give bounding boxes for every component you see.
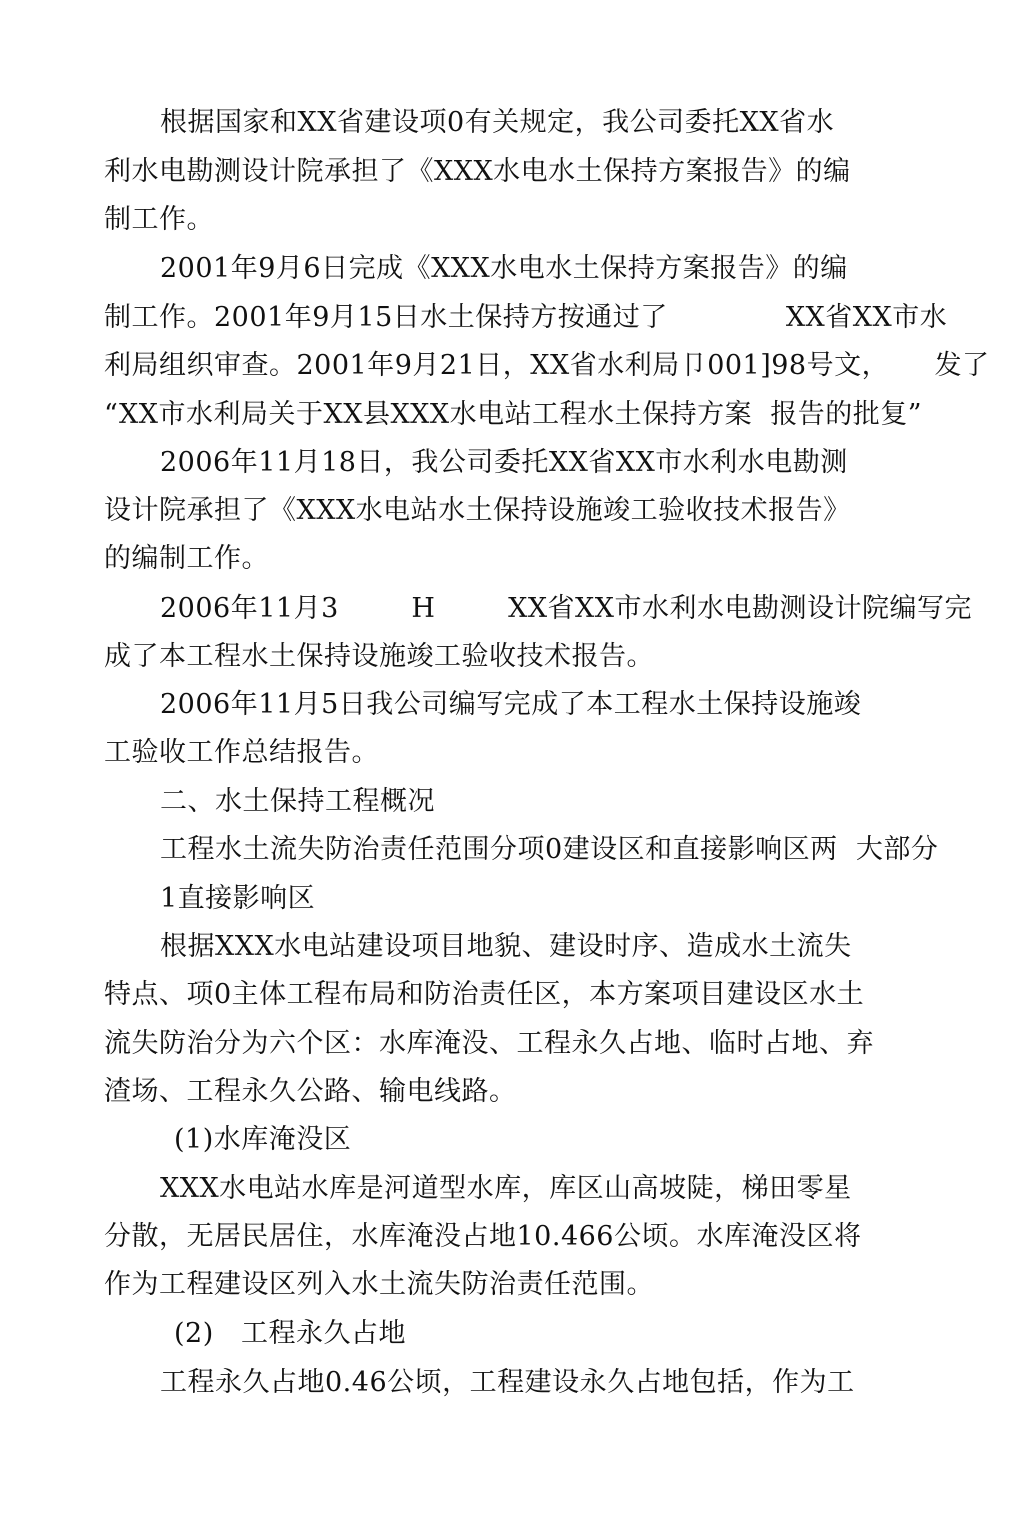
subheading: (2) 工程永久占地: [174, 1318, 406, 1349]
paragraph-line: XXX水电站水库是河道型水库，库区山高坡陡，梯田零星: [160, 1173, 852, 1204]
paragraph-line: 根据XXX水电站建设项目地貌、建设时序、造成水土流失: [160, 931, 852, 962]
subheading: 1直接影响区: [160, 883, 316, 914]
paragraph-line: 分散，无居民居住，水库淹没占地10.466公顷。水库淹没区将: [104, 1221, 862, 1252]
subheading: (1)水库淹没区: [174, 1124, 352, 1155]
paragraph-line: 2006年11月5日我公司编写完成了本工程水土保持设施竣: [160, 689, 862, 720]
paragraph-line: 2006年11月3 H XX省XX市水利水电勘测设计院编写完: [160, 593, 972, 624]
paragraph-line: 特点、项0主体工程布局和防治责任区，本方案项目建设区水土: [104, 979, 865, 1010]
paragraph-line: 工验收工作总结报告。: [104, 737, 379, 768]
paragraph-line: 的编制工作。: [104, 543, 269, 574]
section-heading: 二、水土保持工程概况: [160, 786, 435, 817]
paragraph-line: 成了本工程水土保持设施竣工验收技术报告。: [104, 641, 654, 672]
paragraph-line: 2001年9月6日完成《XXX水电水土保持方案报告》的编: [160, 253, 848, 284]
paragraph-line: 渣场、工程永久公路、输电线路。: [104, 1076, 517, 1107]
paragraph-line: 利水电勘测设计院承担了《XXX水电水土保持方案报告》的编: [104, 156, 851, 187]
paragraph-line: 工程永久占地0.46公顷，工程建设永久占地包括，作为工: [160, 1367, 855, 1398]
paragraph-line: 制工作。: [104, 204, 214, 235]
paragraph-line: 流失防治分为六个区：水库淹没、工程永久占地、临时占地、弃: [104, 1028, 874, 1059]
paragraph-line: 设计院承担了《XXX水电站水土保持设施竣工验收技术报告》: [104, 495, 851, 526]
paragraph-line: 制工作。2001年9月15日水土保持方按通过了 XX省XX市水: [104, 302, 948, 333]
paragraph-line: 2006年11月18日，我公司委托XX省XX市水利水电勘测: [160, 447, 848, 478]
paragraph-line: 工程水土流失防治责任范围分项0建设区和直接影响区两 大部分: [160, 834, 939, 865]
paragraph-line: “XX市水利局关于XX县XXX水电站工程水土保持方案 报告的批复”: [104, 399, 923, 430]
paragraph-line: 利局组织审查。2001年9月21日，XX省水利局卩001]98号文， 发了: [104, 350, 990, 381]
paragraph-line: 作为工程建设区列入水土流失防治责任范围。: [104, 1269, 654, 1300]
paragraph-line: 根据国家和XX省建设项0有关规定，我公司委托XX省水: [160, 107, 835, 138]
